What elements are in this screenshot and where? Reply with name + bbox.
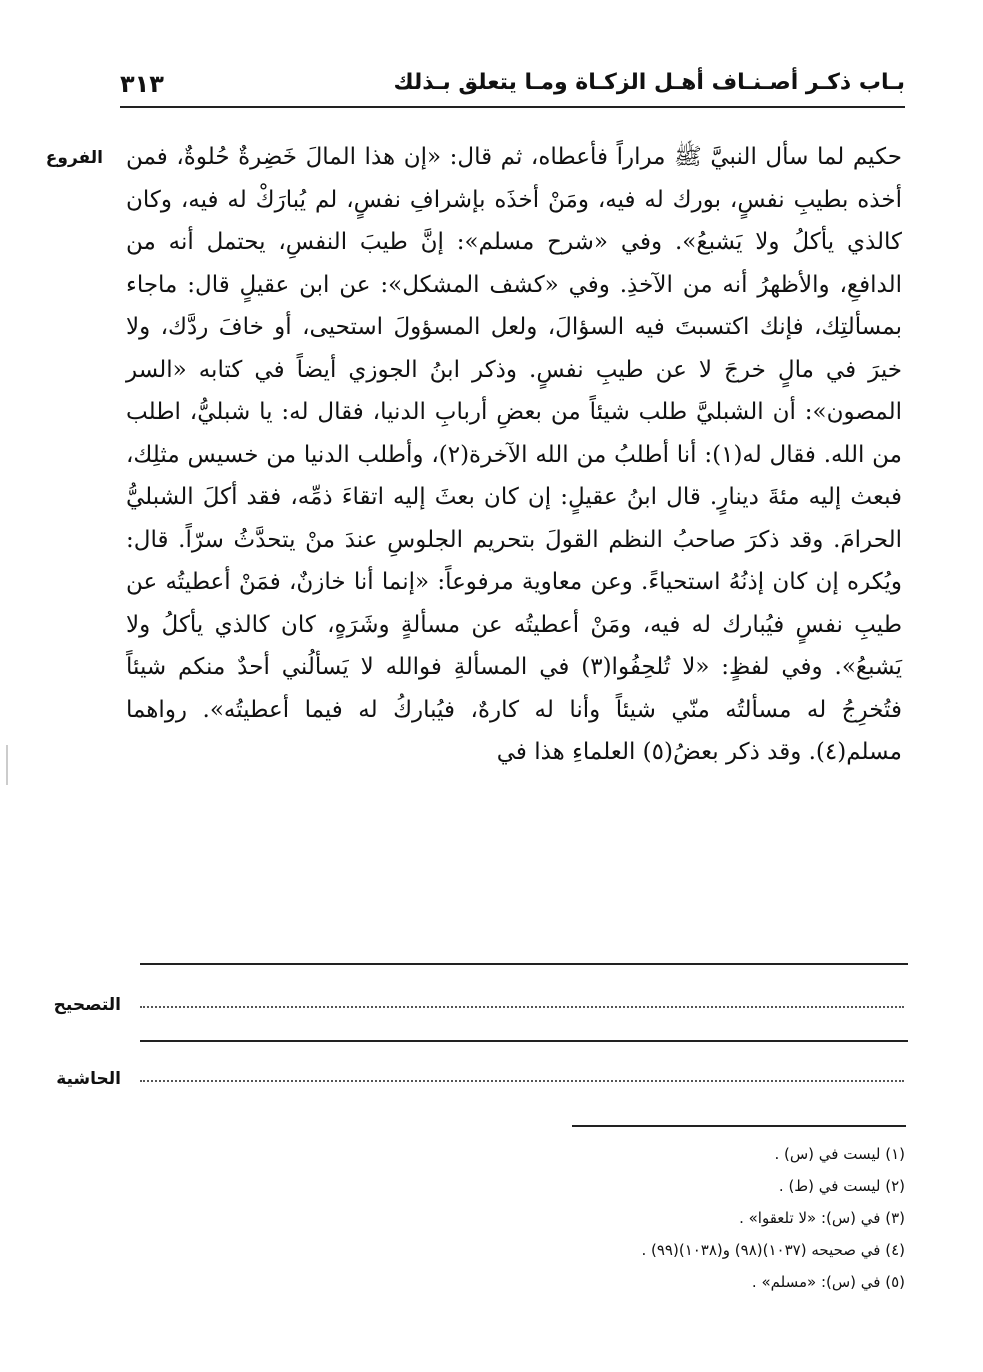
footnote-item: (٣) في (س): «لا تلعقوا» .: [739, 1209, 905, 1227]
tashih-dotted-line: [140, 1006, 904, 1008]
binding-mark: [6, 745, 8, 785]
margin-label-furu: الفروع: [45, 148, 103, 168]
main-paragraph: حكيم لما سأل النبيَّ ﷺ مراراً فأعطاه، ثم قال: «إن هذا المالَ خَضِرةٌ حُلوةٌ، فمن أخذه بطيبِ نفسٍ، بورك له فيه، ومَنْ أخذَه بإشرافِ نفسٍ، لم يُبارَكْ له فيه، وكان كالذي يأكلُ ولا يَشبعُ». وفي «شرح مسلم»: إنَّ طيبَ النفسِ، يحتمل أنه من الدافعِ، والأظهرُ أنه من الآخذِ. وفي «كشف المشكل»: عن ابن عقيلٍ قال: ماجاء بمسألتِك، فإنك اكتسبتَ فيه السؤالَ، ولعل المسؤولَ استحيى، أو خافَ ردَّك، ولا خيرَ في مالٍ خرجَ لا عن طيبِ نفسٍ. وذكر ابنُ الجوزي أيضاً في كتابه «السر المصون»: أن الشبليَّ طلب شيئاً من بعضِ أربابِ الدنيا، فقال له: يا شبليُّ، اطلب من الله. فقال له(١): أنا أطلبُ من الله الآخرة(٢)، وأطلب الدنيا من خسيس مثلِك، فبعث إليه مئةَ دينارٍ. قال ابنُ عقيلٍ: إن كان بعثَ إليه اتقاءَ ذمِّه، فقد أكلَ الشبليُّ الحرامَ. وقد ذكرَ صاحبُ النظم القولَ بتحريم الجلوسِ عندَ منْ يتحدَّثُ سرّاً. قال: ويُكره إن كان إذنُهُ استحياءً. وعن معاوية مرفوعاً: «إنما أنا خازنٌ، فمَنْ أعطيتُه عن طيبِ نفسٍ فيُبارك له فيه، ومَنْ أعطيتُه عن مسألةٍ وشَرَهٍ، كان كالذي يأكلُ ولا يَشبعُ». وفي لفظٍ: «لا تُلحِفُوا(٣) في المسألةِ فوالله لا يَسألُني أحدٌ منكم شيئاً فتُخرِجُ له مسألتُه منّي شيئاً وأنا له كارهٌ، فيُباركُ له فيما أعطيتُه». رواهما مسلم(٤). وقد ذكر بعضُ(٥) العلماءِ هذا في: [126, 144, 902, 765]
footnote-item: (٥) في (س): «مسلم» .: [751, 1273, 905, 1291]
footnotes: [145, 1138, 905, 1298]
margin-label-tashih: التصحيح: [53, 995, 121, 1015]
chapter-title: بـاب ذكـر أصـنـاف أهـل الزكـاة ومـا يتعلق بـذلك: [393, 70, 905, 95]
footnote-item: (٤) في صحيحه (١٠٣٧)(٩٨) و(١٠٣٨)(٩٩) .: [641, 1241, 905, 1259]
page-number: ٣١٣: [120, 70, 164, 98]
margin-label-hashiya: الحاشية: [56, 1069, 121, 1089]
header-divider: [120, 106, 905, 108]
running-header: [120, 66, 905, 106]
divider-line: [140, 963, 908, 965]
footnote-item: (٢) ليست في (ط) .: [778, 1177, 905, 1195]
hashiya-dotted-line: [140, 1080, 904, 1082]
footnote-divider: [572, 1125, 906, 1127]
footnote-item: (١) ليست في (س) .: [774, 1145, 905, 1163]
main-text-block: [126, 136, 902, 774]
divider-line: [140, 1040, 908, 1042]
